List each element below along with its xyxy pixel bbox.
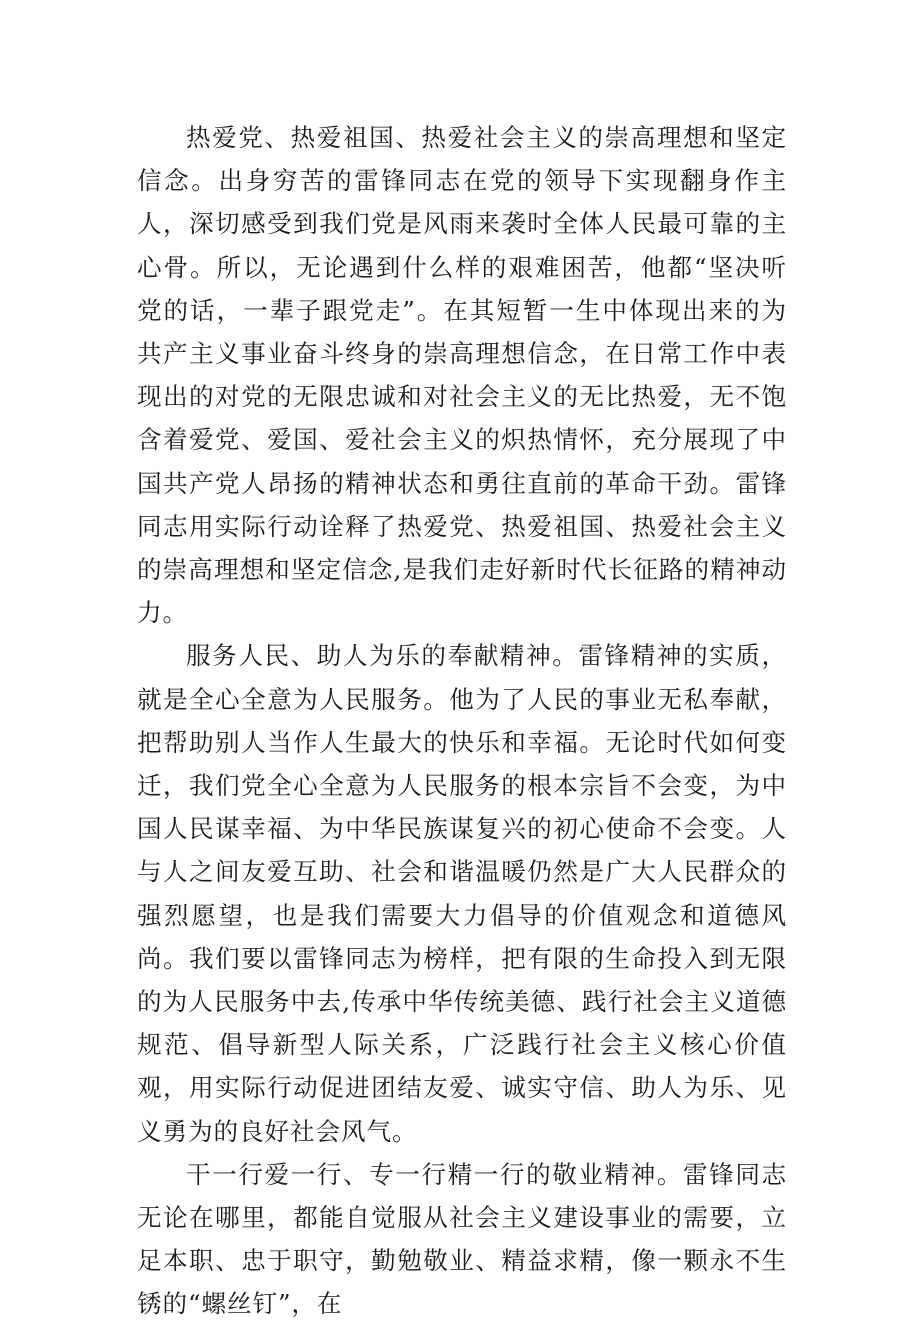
paragraph-love-party: 热爱党、热爱祖国、热爱社会主义的崇高理想和坚定信念。出身穷苦的雷锋同志在党的领导下实现翻身作主人，深切感受到我们党是风雨来袭时全体人民最可靠的主心骨。所以，无论遇到什么样的艰难困苦，他都“坚决听党的话，一辈子跟党走”。在其短暂一生中体现出来的为共产主义事业奋斗终身的崇高理想信念，在日常工作中表现出的对党的无限忠诚和对社会主义的无比热爱，无不饱含着爱党、爱国、爱社会主义的炽热情怀，充分展现了中国共产党人昂扬的精神状态和勇往直前的革命干劲。雷锋同志用实际行动诠释了热爱党、热爱祖国、热爱社会主义的崇高理想和坚定信念,是我们走好新时代长征路的精神动力。 [137, 123, 787, 628]
paragraph-dedication: 干一行爱一行、专一行精一行的敬业精神。雷锋同志无论在哪里，都能自觉服从社会主义建设事业的需要，立足本职、忠于职守，勤勉敬业、精益求精，像一颗永不生锈的“螺丝钉”，在 [137, 1159, 787, 1319]
paragraph-serve-people: 服务人民、助人为乐的奉献精神。雷锋精神的实质，就是全心全意为人民服务。他为了人民的事业无私奉献，把帮助别人当作人生最大的快乐和幸福。无论时代如何变迁，我们党全心全意为人民服务的根本宗旨不会变，为中国人民谋幸福、为中华民族谋复兴的初心使命不会变。人与人之间友爱互助、社会和谐温暖仍然是广大人民群众的强烈愿望，也是我们需要大力倡导的价值观念和道德风尚。我们要以雷锋同志为榜样，把有限的生命投入到无限的为人民服务中去,传承中华传统美德、践行社会主义道德规范、倡导新型人际关系，广泛践行社会主义核心价值观，用实际行动促进团结友爱、诚实守信、助人为乐、见义勇为的良好社会风气。 [137, 641, 787, 1146]
document-body [137, 116, 787, 1326]
